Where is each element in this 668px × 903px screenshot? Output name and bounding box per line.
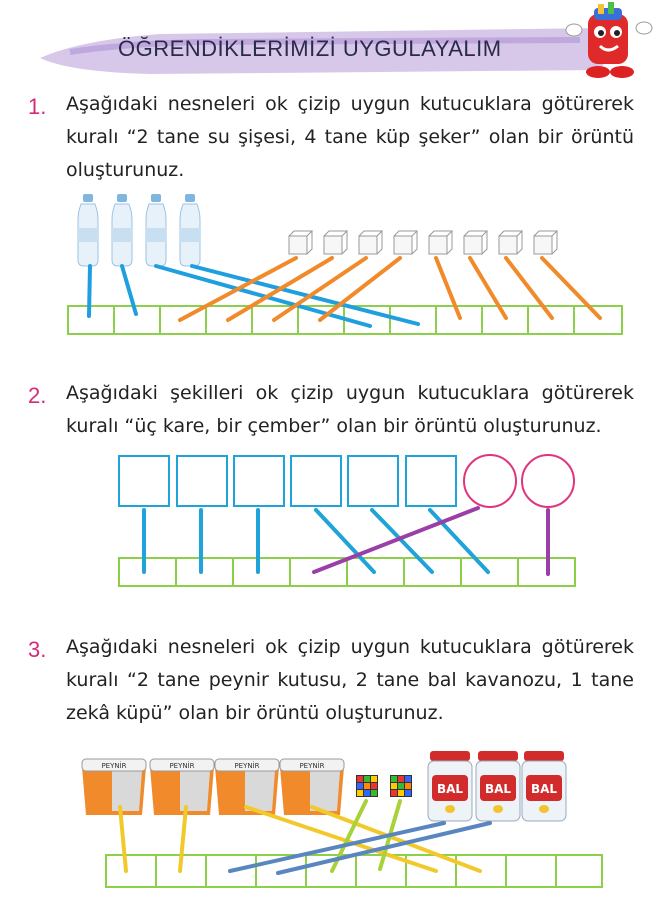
- question-2-number: 2.: [28, 383, 47, 408]
- cheese-label: PEYNİR: [169, 762, 195, 770]
- circle-shape: [464, 455, 516, 507]
- square-shape: [234, 456, 284, 506]
- honey-jar-icon: [428, 751, 472, 821]
- answer-box[interactable]: [482, 306, 528, 334]
- sugar-cube-icon: [289, 231, 312, 254]
- water-bottle-icon: [146, 194, 166, 266]
- sugar-cubes: [289, 231, 557, 254]
- cheese-label: PEYNİR: [299, 762, 325, 770]
- water-bottle-icon: [180, 194, 200, 266]
- water-bottles: [78, 194, 200, 266]
- square-shape: [348, 456, 398, 506]
- sugar-cube-icon: [324, 231, 347, 254]
- sugar-cube-icon: [534, 231, 557, 254]
- honey-jar-icon: [476, 751, 520, 821]
- cheese-box-icon: [82, 759, 146, 815]
- sugar-cube-icon: [394, 231, 417, 254]
- question-1-number: 1.: [28, 94, 47, 119]
- question-3-figure: [0, 745, 668, 895]
- question-1-text: Aşağıdaki nesneleri ok çizip uygun kutucuklara götürerek kuralı “2 tane su şişesi, 4 tane küp şeker” olan bir örüntü oluşturunuz.: [66, 93, 634, 181]
- square-shape: [291, 456, 341, 506]
- answer-box[interactable]: [556, 855, 602, 887]
- answer-box[interactable]: [114, 306, 160, 334]
- honey-jars: [428, 751, 566, 821]
- puzzle-cube-icon: [356, 775, 378, 797]
- answer-box[interactable]: [106, 855, 156, 887]
- answer-box-row: [119, 558, 575, 586]
- honey-jar-icon: [522, 751, 566, 821]
- cheese-label: PEYNİR: [234, 762, 260, 770]
- square-shape: [119, 456, 169, 506]
- cheese-box-icon: [150, 759, 214, 815]
- answer-box[interactable]: [574, 306, 622, 334]
- answer-box[interactable]: [176, 558, 233, 586]
- answer-line: [89, 266, 90, 316]
- honey-label: BAL: [436, 782, 464, 796]
- question-1-figure: [0, 190, 668, 340]
- page-title: ÖĞRENDİKLERİMİZİ UYGULAYALIM: [118, 36, 502, 61]
- question-3-number: 3.: [28, 637, 47, 662]
- sugar-cube-icon: [359, 231, 382, 254]
- water-bottle-icon: [112, 194, 132, 266]
- sugar-cube-icon: [499, 231, 522, 254]
- circles: [464, 455, 574, 507]
- circle-shape: [522, 455, 574, 507]
- answer-box[interactable]: [233, 558, 290, 586]
- honey-label: BAL: [530, 782, 558, 796]
- honey-label: BAL: [484, 782, 512, 796]
- puzzle-cube-icon: [390, 775, 412, 797]
- squares: [119, 456, 456, 506]
- square-shape: [177, 456, 227, 506]
- question-2-figure: [0, 448, 668, 588]
- water-bottle-icon: [78, 194, 98, 266]
- sugar-cube-icon: [464, 231, 487, 254]
- answer-box[interactable]: [528, 306, 574, 334]
- answer-box[interactable]: [119, 558, 176, 586]
- question-3-text: Aşağıdaki nesneleri ok çizip uygun kutucuklara götürerek kuralı “2 tane peynir kutusu, 2 tane bal kavanozu, 1 tane zekâ küpü” olan bir örüntü oluşturunuz.: [66, 636, 634, 724]
- question-2-text: Aşağıdaki şekilleri ok çizip uygun kutucuklara götürerek kuralı “üç kare, bir çember” olan bir örüntü oluşturunuz.: [66, 382, 634, 437]
- answer-box[interactable]: [506, 855, 556, 887]
- square-shape: [406, 456, 456, 506]
- cheese-label: PEYNİR: [101, 762, 127, 770]
- sugar-cube-icon: [429, 231, 452, 254]
